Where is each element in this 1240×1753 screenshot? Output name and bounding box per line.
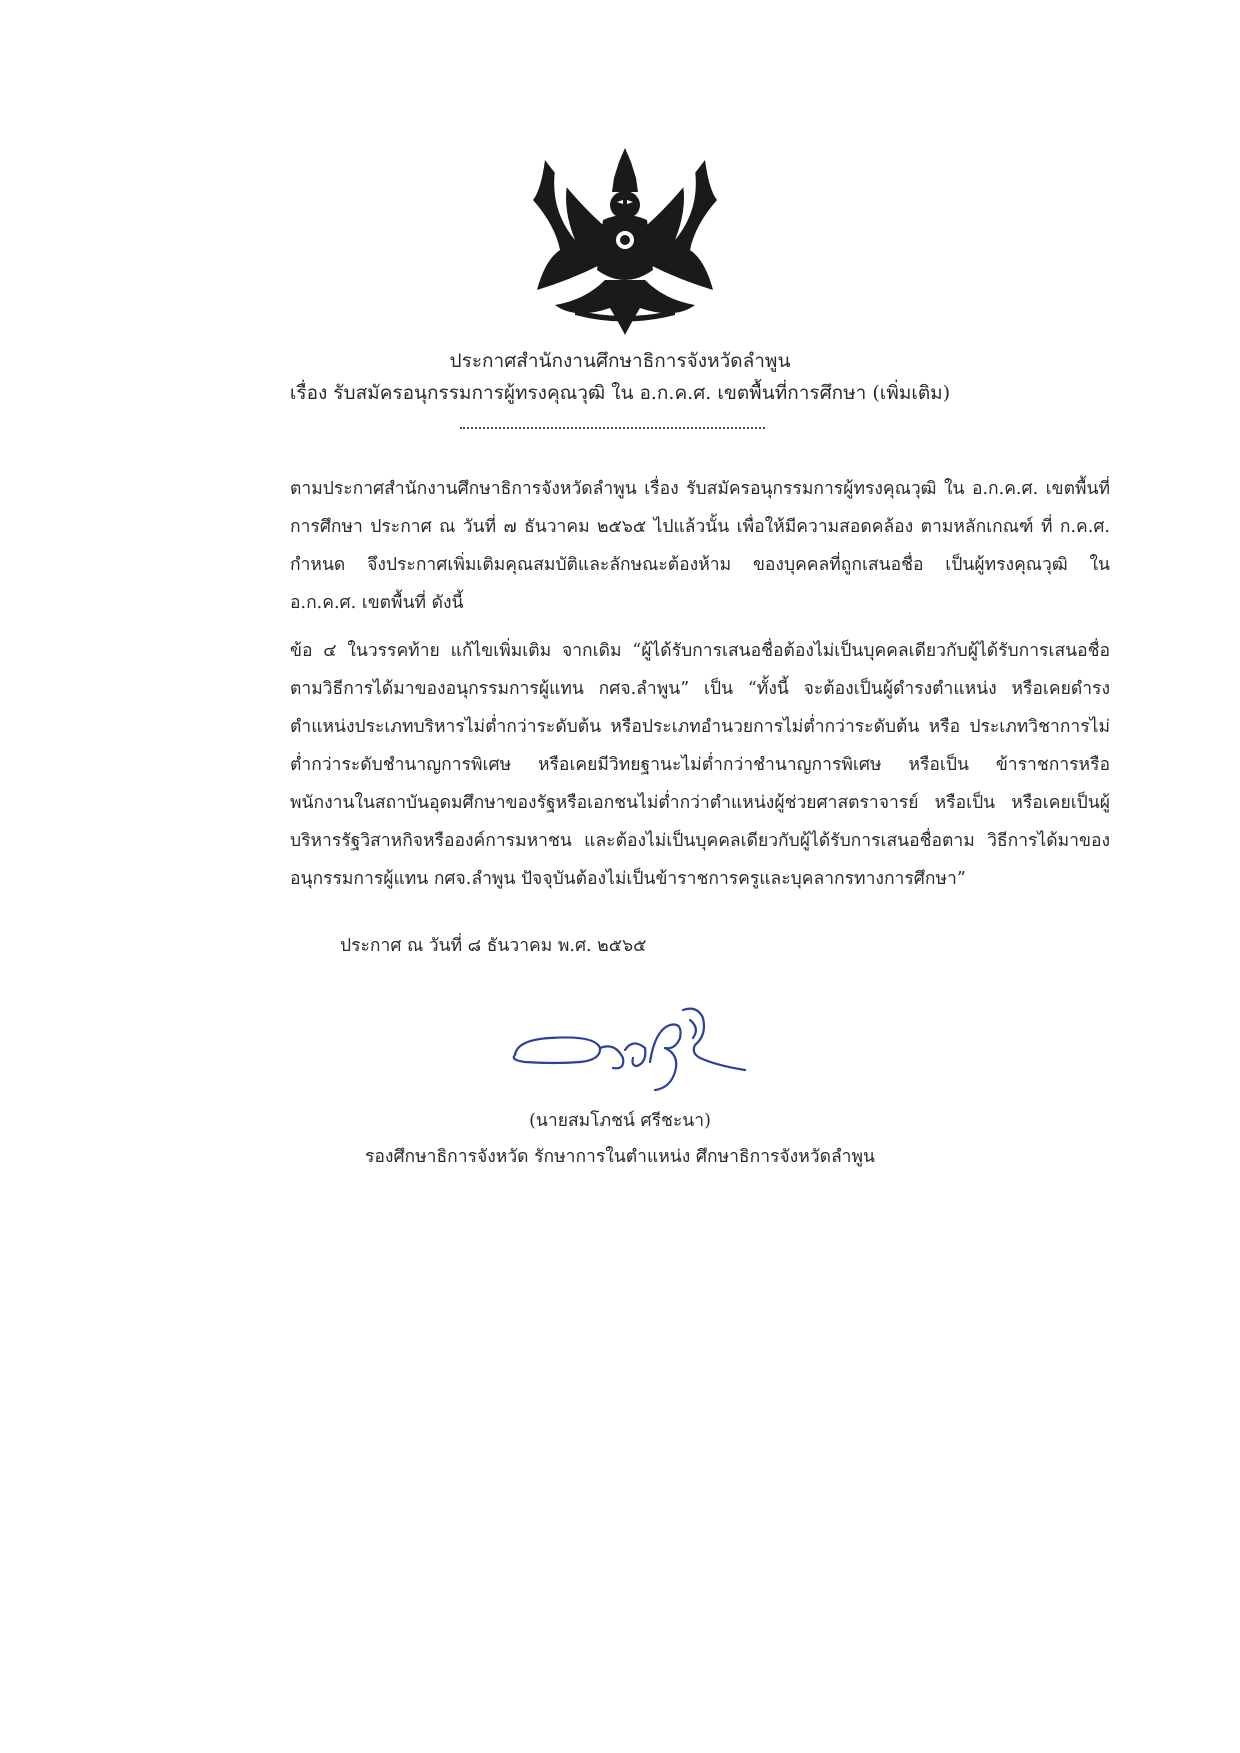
announcement-title: ประกาศสำนักงานศึกษาธิการจังหวัดลำพูน [449, 350, 791, 372]
body-paragraph-2: ข้อ ๔ ในวรรคท้าย แก้ไขเพิ่มเติม จากเดิม “ผู้ได้รับการเสนอชื่อต้องไม่เป็นบุคคลเดียวกับผู้ได้รับการเสนอชื่อตามวิธีการได้มาของอนุกรรมการผู้แทน กศจ.ลำพูน” เป็น “ทั้งนี้ จะต้องเป็นผู้ดำรงตำแหน่ง หรือเคยดำรงตำแหน่งประเภทบริหารไม่ต่ำกว่าระดับต้น หรือประเภทอำนวยการไม่ต่ำกว่าระดับต้น หรือ ประเภทวิชาการไม่ต่ำกว่าระดับชำนาญการพิเศษ หรือเคยมีวิทยฐานะไม่ต่ำกว่าชำนาญการพิเศษ หรือเป็น ข้าราชการหรือพนักงานในสถาบันอุดมศึกษาของรัฐหรือเอกชนไม่ต่ำกว่าตำแหน่งผู้ช่วยศาสตราจารย์ หรือเป็น หรือเคยเป็นผู้บริหารรัฐวิสาหกิจหรือองค์การมหาชน และต้องไม่เป็นบุคคลเดียวกับผู้ได้รับการเสนอชื่อตาม วิธีการได้มาของอนุกรรมการผู้แทน กศจ.ลำพูน ปัจจุบันต้องไม่เป็นข้าราชการครูและบุคลากรทางการศึกษา” [290, 641, 1110, 889]
announcement-date: ประกาศ ณ วันที่ ๘ ธันวาคม พ.ศ. ๒๕๖๕ [340, 936, 647, 956]
signer-name: (นายสมโภชน์ ศรีชะนา) [529, 1111, 711, 1131]
body-paragraph-1: ตามประกาศสำนักงานศึกษาธิการจังหวัดลำพูน เรื่อง รับสมัครอนุกรรมการผู้ทรงคุณวุฒิ ใน อ.ก.ค.ศ. เขตพื้นที่การศึกษา ประกาศ ณ วันที่ ๗ ธันวาคม ๒๕๖๕ ไปแล้วนั้น เพื่อให้มีความสอดคล้อง ตามหลักเกณฑ์ ที่ ก.ค.ศ. กำหนด จึงประกาศเพิ่มเติมคุณสมบัติและลักษณะต้องห้าม ของบุคคลที่ถูกเสนอชื่อ เป็นผู้ทรงคุณวุฒิ ใน อ.ก.ค.ศ. เขตพื้นที่ ดังนี้ [290, 479, 1110, 613]
dotted-divider [460, 427, 765, 429]
signer-position: รองศึกษาธิการจังหวัด รักษาการในตำแหน่ง ศึกษาธิการจังหวัดลำพูน [364, 1147, 876, 1167]
announcement-subject: เรื่อง รับสมัครอนุกรรมการผู้ทรงคุณวุฒิ ใน อ.ก.ค.ศ. เขตพื้นที่การศึกษา (เพิ่มเติม) [289, 382, 951, 404]
garuda-emblem-icon [515, 140, 735, 340]
handwritten-signature-icon [505, 1000, 755, 1100]
